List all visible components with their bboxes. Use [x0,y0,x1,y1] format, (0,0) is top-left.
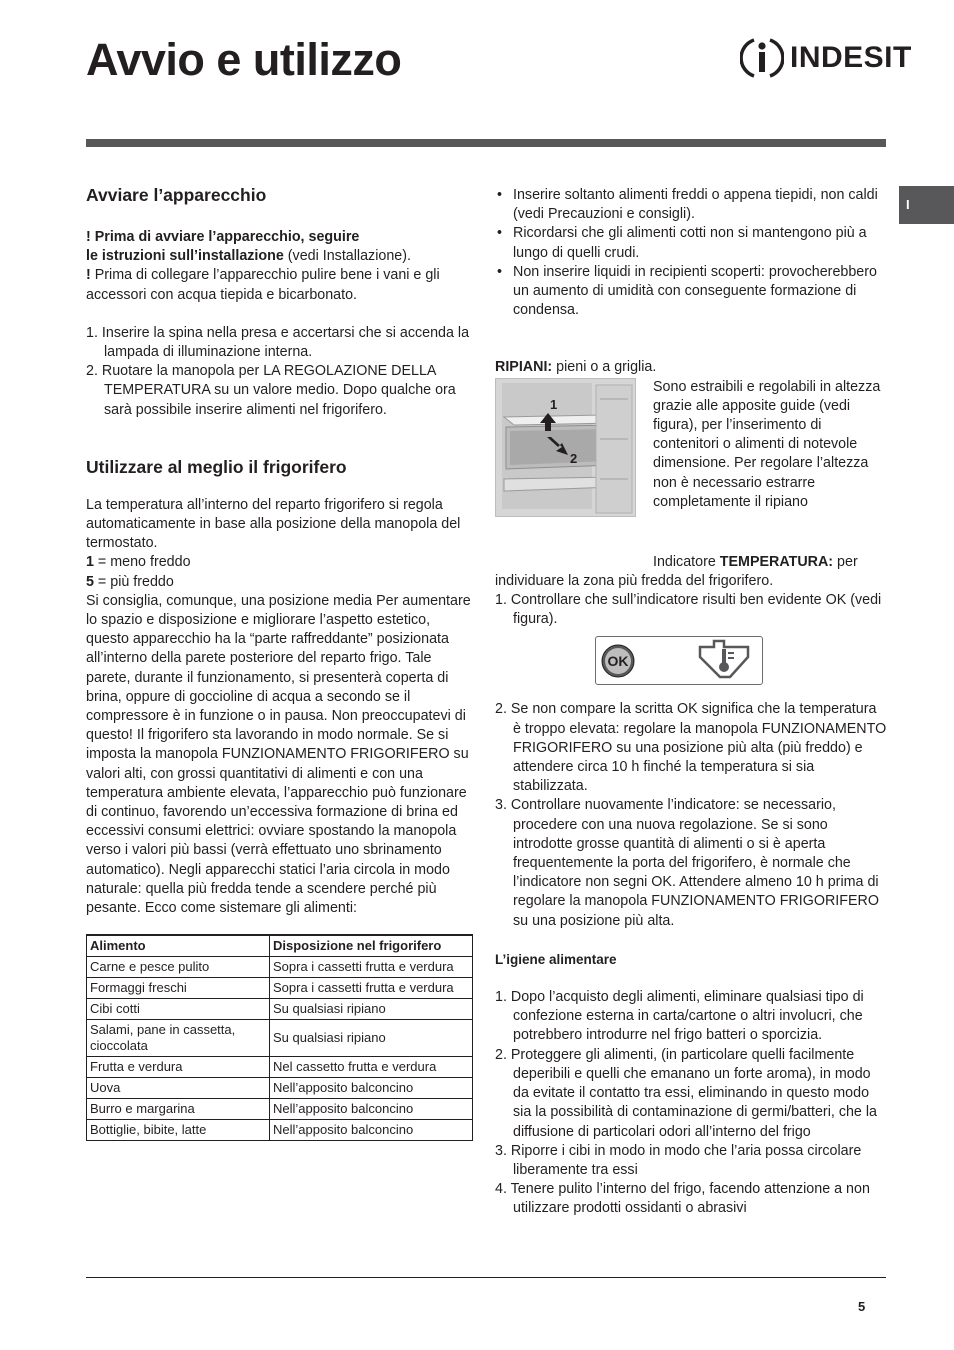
tip-item: • Inserire soltanto alimenti freddi o appena tiepidi, non caldi (vedi Precauzioni e consigli). [495,186,887,224]
indicator-steps-continued [495,700,887,930]
tips-list [495,186,887,320]
warning-install-bold-b: le istruzioni sull’installazione [86,248,284,265]
table-cell: Sopra i cassetti frutta e verdura [270,978,473,999]
indicator-prefix: Indicatore [653,553,720,570]
table-cell: Burro e margarina [87,1099,270,1120]
language-tab [899,186,954,224]
page-title: Avvio e utilizzo [86,34,402,85]
table-row [87,1099,473,1120]
warning-clean-mark: ! [86,267,91,284]
page-number: 5 [858,1299,866,1314]
scale-5 [86,573,474,592]
hygiene-step: 2. Proteggere gli alimenti, (in particolare quelli facilmente deperibili e quelli che emanano un forte aroma), in modo da evitate il contatto tra essi, eliminando in questo modo sia la possibilità di contaminazione di germi/batteri, che la diffusione di particolari odori all’interno del frigo [495,1046,877,1140]
warning-install-rest: (vedi Installazione). [283,248,411,265]
table-row [87,1078,473,1099]
table-cell: Frutta e verdura [87,1057,270,1078]
table-row [87,1057,473,1078]
hygiene-step: 4. Tenere pulito l’interno del frigo, facendo attenzione a non utilizzare prodotti ossidanti o abrasivi [495,1181,870,1217]
shelf-fig-label-2: 2 [570,450,578,466]
table-row [87,1120,473,1141]
scale-1 [86,553,474,572]
hygiene-steps [495,988,887,1218]
table-cell: Su qualsiasi ripiano [270,1020,473,1057]
section-heading-usage: Utilizzare al meglio il frigorifero [86,456,347,477]
section-heading-start: Avviare l’apparecchio [86,185,267,205]
indesit-i-icon [740,36,784,80]
table-cell: Bottiglie, bibite, latte [87,1120,270,1141]
right-column [495,186,887,1219]
indicator-intro [495,553,887,591]
table-cell: Nell’apposito balconcino [270,1099,473,1120]
scale-5-num: 5 [86,573,94,590]
warning-install [86,228,474,305]
table-row [87,978,473,999]
indicator-rest: per individuare la zona più fredda del frigorifero. [495,553,858,589]
table-cell: Cibi cotti [87,999,270,1020]
shelves-label [495,358,887,377]
shelves-block [495,378,887,553]
tip-item: • Ricordarsi che gli alimenti cotti non si mantengono più a lungo di quelli crudi. [495,224,887,262]
table-row [87,1020,473,1057]
hygiene-step: 3. Riporre i cibi in modo in modo che l’aria possa circolare liberamente tra essi [495,1142,862,1178]
warning-install-bold-a: ! Prima di avviare l’apparecchio, seguire [86,229,360,245]
start-step: 2. Ruotare la manopola per LA REGOLAZIONE DELLA TEMPERATURA su un valore medio. Dopo qualche ora sarà possibile inserire alimenti nel frigorifero. [86,363,456,418]
ok-badge-label: OK [607,653,629,670]
start-step: 1. Inserire la spina nella presa e accertarsi che si accenda la lampada di illuminazione interna. [86,324,470,361]
table-row [87,957,473,978]
usage-body: Si consiglia, comunque, una posizione media Per aumentare lo spazio e disposizione e migliorare l’aspetto estetico, questo apparecchio ha la “parte raffreddante” posizionata all’interno della parete posteriore del reparto frigo. Tale parete, durante il funzionamento, si presenterà coperta di brina, oppure di goccioline di acqua a secondo se il compressore è in funzione o in pausa. Non preoccupatevi di questo! Il frigorifero sta lavorando in modo normale. Se si imposta la manopola FUNZIONAMENTO FRIGORIFERO su valori alti, con grossi quantitativi di alimenti e con una temperatura ambiente elevata, l’apparecchio può funzionare di continuo, favorendo un’eccessiva formazione di brina ed eccessivi consumi elettrici: ovviare spostando la manopola verso i valori più bassi (verrà effettuato uno sbrinamento automatico). Negli apparecchi statici l’aria circola in modo naturale: quella più fredda tende a scendere perché più pesante. Ecco come sistemare gli alimenti: [86,592,471,917]
header-divider-bar [86,139,886,147]
shelf-fig-label-1: 1 [550,396,558,412]
brand-logo [740,36,912,80]
table-cell: Formaggi freschi [87,978,270,999]
language-tab-label: I [906,197,910,212]
table-cell: Uova [87,1078,270,1099]
hygiene-heading: L’igiene alimentare [495,951,617,967]
scale-5-text: = più freddo [93,573,174,590]
indicator-step: 2. Se non compare la scritta OK significa che la temperatura è troppo elevata: regolare la manopola FUNZIONAMENTO FRIGORIFERO su una posizione più alta (più freddo) e attendere circa 10 h finché la temperatura si sia stabilizzata. [495,701,887,795]
warning-clean-text: Prima di collegare l’apparecchio pulire bene i vani e gli accessori con acqua tiepida e bicarbonato. [86,267,440,303]
table-cell: Sopra i cassetti frutta e verdura [270,957,473,978]
footer-rule [86,1277,886,1278]
shelves-label-rest: pieni o a griglia. [552,359,657,376]
shelves-description: Sono estraibili e regolabili in altezza grazie alle apposite guide (vedi figura), per l’inserimento di contenitori o alimenti di notevole dimensione. Per regolare l’altezza non è necessario estrarre completamente il ripiano [653,378,881,510]
indicator-step: 3. Controllare nuovamente l’indicatore: se necessario, procedere con una nuova regolazione. Se si sono introdotte grosse quantità di alimenti o si è aperta frequentemente la porta del frigorifero, è normale che l’indicatore non segni OK. Attendere almeno 10 h prima di regolare la manopola FUNZIONAMENTO FRIGORIFERO su una posizione più alta. [495,797,879,929]
tip-item: • Non inserire liquidi in recipienti scoperti: provocherebbero un aumento di umidità con conseguente formazione di condensa. [495,263,887,321]
indicator-label: TEMPERATURA: [719,553,834,570]
table-header-cell: Alimento [87,935,270,957]
indicator-steps [495,591,887,629]
usage-intro: La temperatura all’interno del reparto frigorifero si regola automaticamente in base alla posizione della manopola del termostato. [86,496,461,552]
table-cell: Salami, pane in cassetta, cioccolata [87,1020,270,1057]
left-column [86,184,474,1141]
indicator-step: 1. Controllare che sull’indicatore risulti ben evidente OK (vedi figura). [495,592,882,628]
temperature-indicator-figure [595,636,763,685]
table-cell: Nel cassetto frutta e verdura [270,1057,473,1078]
table-header-row [87,935,473,957]
shelf-figure [495,378,636,517]
start-steps [86,324,474,420]
scale-1-num: 1 [86,554,94,571]
table-cell: Nell’apposito balconcino [270,1078,473,1099]
brand-name: INDESIT [790,41,912,74]
scale-1-text: = meno freddo [93,554,191,571]
food-placement-table [86,934,473,1141]
table-cell: Carne e pesce pulito [87,957,270,978]
table-cell: Su qualsiasi ripiano [270,999,473,1020]
table-cell: Nell’apposito balconcino [270,1120,473,1141]
table-row [87,999,473,1020]
shelf-illustration [496,379,635,516]
shelves-label-bold: RIPIANI: [495,359,553,376]
table-header-cell: Disposizione nel frigorifero [270,935,473,957]
hygiene-step: 1. Dopo l’acquisto degli alimenti, eliminare qualsiasi tipo di confezione esterna in carta/cartone o altri involucri, che potrebbero introdurre nel frigo batteri o sporcizia. [495,989,864,1044]
